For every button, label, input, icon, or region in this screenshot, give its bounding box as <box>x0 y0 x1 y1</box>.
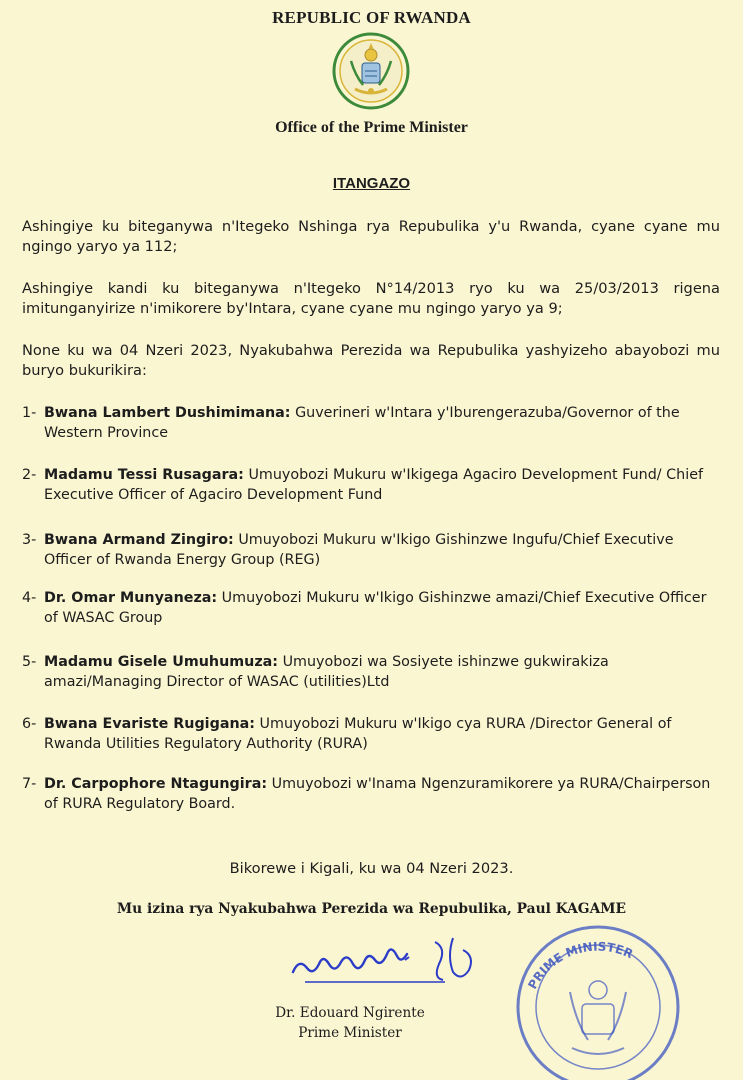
item-number: 5- <box>22 654 37 670</box>
appointee-role: Umuyobozi Mukuru w'Ikigo cya RURA /Director General of Rwanda Utilities Regulatory Authority (RURA) <box>44 716 672 752</box>
appointee-name: Bwana Armand Zingiro: <box>44 532 234 548</box>
preamble-paragraph-1: Ashingiye ku biteganywa n'Itegeko Nshinga rya Repubulika y'u Rwanda, cyane cyane mu ngingo yaryo ya 112; <box>22 218 720 255</box>
appointee-name: Bwana Lambert Dushimimana: <box>44 405 291 421</box>
on-behalf-line: Mu izina rya Nyakubahwa Perezida wa Repubulika, Paul KAGAME <box>116 901 627 917</box>
item-number: 1- <box>22 405 37 421</box>
preamble-paragraph-3: None ku wa 04 Nzeri 2023, Nyakubahwa Perezida wa Repubulika yashyizeho abayobozi mu buryo bukurikira: <box>22 342 720 379</box>
appointee-name: Dr. Carpophore Ntagungira: <box>44 776 268 792</box>
appointee-role: Guverineri w'Intara y'Iburengerazuba/Governor of the Western Province <box>44 405 680 441</box>
appointee-role: Umuyobozi Mukuru w'Ikigo Gishinzwe Ingufu/Chief Executive Officer of Rwanda Energy Group (REG) <box>44 532 674 568</box>
appointment-item <box>22 465 722 505</box>
signer-title: Prime Minister <box>298 1025 402 1041</box>
handwritten-signature <box>285 932 495 990</box>
appointee-name: Madamu Tessi Rusagara: <box>44 467 244 483</box>
appointment-item <box>22 774 722 814</box>
item-number: 4- <box>22 590 37 606</box>
item-number: 6- <box>22 716 37 732</box>
item-number: 3- <box>22 532 37 548</box>
appointee-name: Bwana Evariste Rugigana: <box>44 716 256 732</box>
official-seal-stamp <box>508 912 688 1080</box>
item-number: 2- <box>22 467 37 483</box>
appointee-role: Umuyobozi Mukuru w'Ikigo Gishinzwe amazi/Chief Executive Officer of WASAC Group <box>44 590 707 626</box>
appointee-name: Dr. Omar Munyaneza: <box>44 590 218 606</box>
appointee-role: Umuyobozi Mukuru w'Ikigega Agaciro Development Fund/ Chief Executive Officer of Agaciro Development Fund <box>44 467 704 503</box>
appointment-item <box>22 714 722 754</box>
svg-text:PRIME MINISTER: PRIME MINISTER <box>525 939 636 992</box>
appointee-name: Madamu Gisele Umuhumuza: <box>44 654 279 670</box>
office-heading: Office of the Prime Minister <box>275 119 468 136</box>
appointment-item <box>22 588 722 628</box>
document-title: ITANGAZO <box>332 175 411 192</box>
appointee-role: Umuyobozi w'Inama Ngenzuramikorere ya RURA/Chairperson of RURA Regulatory Board. <box>44 776 711 812</box>
appointment-item <box>22 403 722 443</box>
appointment-item <box>22 652 722 692</box>
place-and-date: Bikorewe i Kigali, ku wa 04 Nzeri 2023. <box>229 860 514 877</box>
appointment-item <box>22 530 722 570</box>
appointee-role: Umuyobozi wa Sosiyete ishinzwe gukwirakiza amazi/Managing Director of WASAC (utilities)Ltd <box>44 654 609 690</box>
preamble-paragraph-2: Ashingiye kandi ku biteganywa n'Itegeko N°14/2013 ryo ku wa 25/03/2013 rigena imitunganyirize n'imikorere by'Intara, cyane cyane mu ngingo yaryo ya 9; <box>22 280 720 317</box>
item-number: 7- <box>22 776 37 792</box>
coat-of-arms-icon <box>331 31 411 111</box>
signer-name: Dr. Edouard Ngirente <box>275 1005 425 1021</box>
country-heading: REPUBLIC OF RWANDA <box>272 8 471 27</box>
